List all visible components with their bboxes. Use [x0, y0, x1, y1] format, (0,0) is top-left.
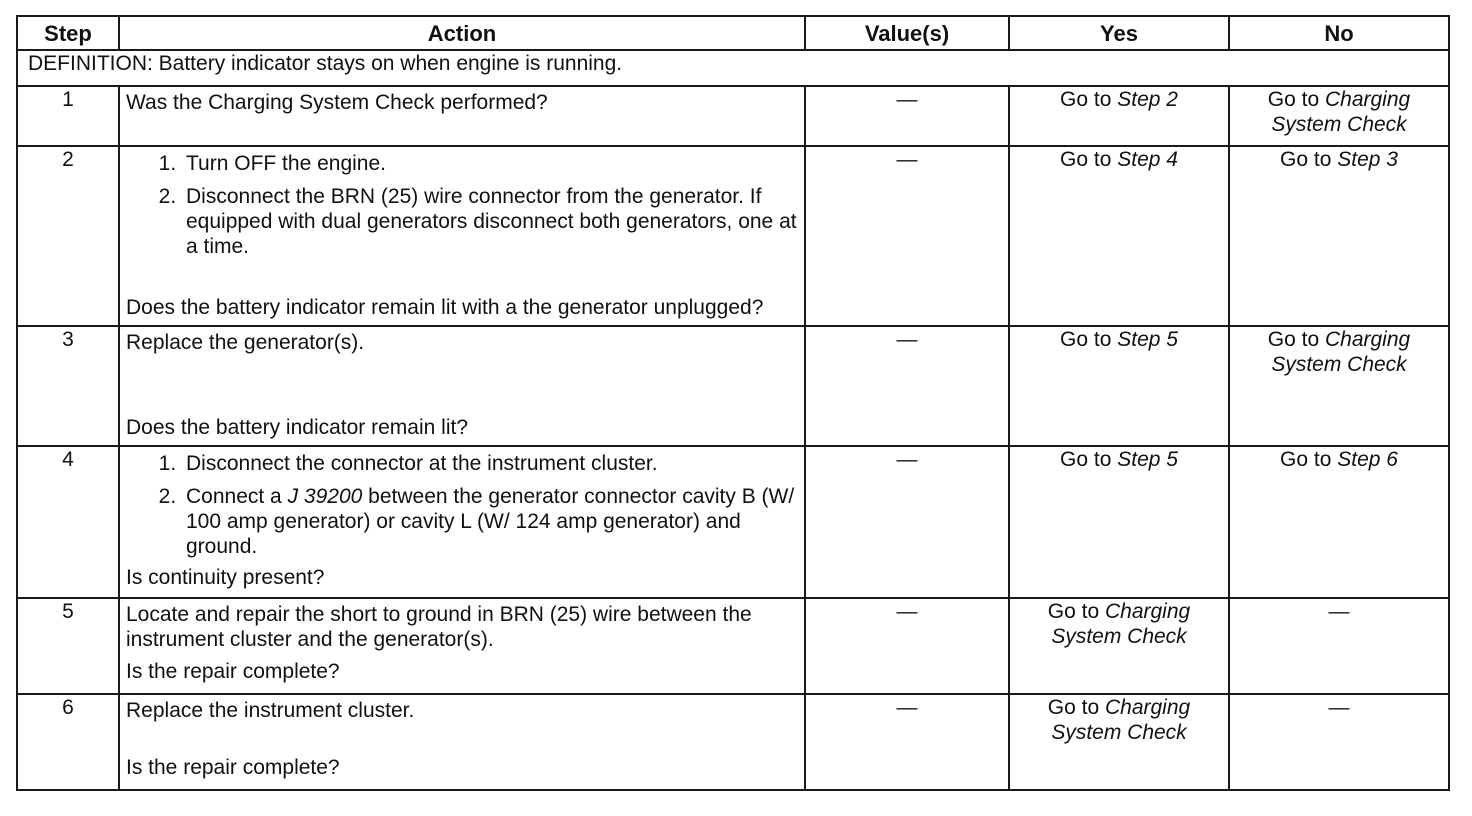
step-number: 2 [17, 146, 119, 326]
yes-prefix: Go to [1060, 328, 1112, 351]
no-prefix: Go to [1267, 88, 1320, 111]
no-target-line2: System Check [1271, 353, 1407, 376]
header-row [17, 16, 1449, 50]
yes-target-line2: System Check [1051, 721, 1187, 744]
action-question: Does the battery indicator remain lit with a the generator unplugged? [126, 296, 764, 319]
value-cell: — [805, 598, 1009, 694]
action-instruction: Locate and repair the short to ground in BRN (25) wire between the instrument cluster and the generator(s). [126, 603, 752, 651]
definition-text: DEFINITION: Battery indicator stays on when engine is running. [17, 50, 1449, 86]
no-target: Charging [1324, 88, 1411, 111]
action-step-item: 1. Turn OFF the engine. [182, 151, 798, 176]
yes-cell [1009, 146, 1229, 326]
yes-target: Step 2 [1117, 88, 1178, 111]
action-question: Is continuity present? [126, 566, 325, 589]
action-instruction: Replace the instrument cluster. [126, 699, 415, 722]
action-question: Does the battery indicator remain lit? [126, 416, 468, 439]
header-no: No [1229, 16, 1449, 50]
yes-prefix: Go to [1047, 696, 1100, 719]
header-yes: Yes [1009, 16, 1229, 50]
action-cell [119, 598, 805, 694]
yes-cell [1009, 598, 1229, 694]
step-number: 6 [17, 694, 119, 790]
no-prefix: Go to [1280, 148, 1332, 171]
table-row [17, 326, 1449, 446]
no-target-line2: System Check [1271, 113, 1407, 136]
step-text-pre: Connect a [186, 485, 282, 508]
no-target: Charging [1324, 328, 1411, 351]
yes-target: Charging [1104, 600, 1191, 623]
value-cell: — [805, 146, 1009, 326]
step-number: 3 [17, 326, 119, 446]
action-cell [119, 86, 805, 146]
no-target: Step 3 [1337, 148, 1398, 171]
action-cell [119, 694, 805, 790]
action-instruction: Replace the generator(s). [126, 331, 365, 354]
yes-cell [1009, 86, 1229, 146]
definition-row [17, 50, 1449, 86]
table-row [17, 694, 1449, 790]
yes-cell [1009, 326, 1229, 446]
header-action: Action [119, 16, 805, 50]
value-cell: — [805, 446, 1009, 598]
yes-prefix: Go to [1047, 600, 1100, 623]
no-cell: — [1229, 694, 1449, 790]
yes-prefix: Go to [1060, 88, 1112, 111]
action-question: Is the repair complete? [126, 660, 340, 683]
no-cell [1229, 86, 1449, 146]
table-row [17, 146, 1449, 326]
no-cell [1229, 146, 1449, 326]
no-cell [1229, 326, 1449, 446]
action-steps [126, 451, 798, 563]
action-step-item [182, 484, 798, 559]
no-prefix: Go to [1267, 328, 1320, 351]
action-step-item: 1. Disconnect the connector at the instrument cluster. [182, 451, 798, 476]
tool-number: J 39200 [287, 485, 363, 508]
yes-prefix: Go to [1060, 448, 1112, 471]
no-target: Step 6 [1337, 448, 1398, 471]
action-question: Is the repair complete? [126, 756, 340, 779]
no-cell [1229, 446, 1449, 598]
header-step: Step [17, 16, 119, 50]
action-cell [119, 446, 805, 598]
step-text-post: between the generator connector cavity B (W/ 100 amp generator) or cavity L (W/ 124 amp generator) and ground. [186, 485, 795, 558]
value-cell: — [805, 86, 1009, 146]
yes-cell [1009, 694, 1229, 790]
step-number: 1 [17, 86, 119, 146]
yes-cell [1009, 446, 1229, 598]
table-row [17, 86, 1449, 146]
yes-prefix: Go to [1060, 148, 1112, 171]
diagnostic-table [16, 15, 1450, 791]
value-cell: — [805, 694, 1009, 790]
step-number: 5 [17, 598, 119, 694]
yes-target: Step 4 [1117, 148, 1178, 171]
action-step-item: 2. Disconnect the BRN (25) wire connector from the generator. If equipped with dual generators disconnect both generators, one at a time. [182, 184, 798, 259]
no-prefix: Go to [1280, 448, 1332, 471]
table-row [17, 446, 1449, 598]
yes-target: Charging [1104, 696, 1191, 719]
action-steps [126, 151, 798, 263]
table-row [17, 598, 1449, 694]
no-cell: — [1229, 598, 1449, 694]
action-question: Was the Charging System Check performed? [126, 91, 548, 114]
yes-target: Step 5 [1117, 328, 1178, 351]
action-cell [119, 146, 805, 326]
step-number: 4 [17, 446, 119, 598]
header-values: Value(s) [805, 16, 1009, 50]
value-cell: — [805, 326, 1009, 446]
yes-target-line2: System Check [1051, 625, 1187, 648]
yes-target: Step 5 [1117, 448, 1178, 471]
action-cell [119, 326, 805, 446]
